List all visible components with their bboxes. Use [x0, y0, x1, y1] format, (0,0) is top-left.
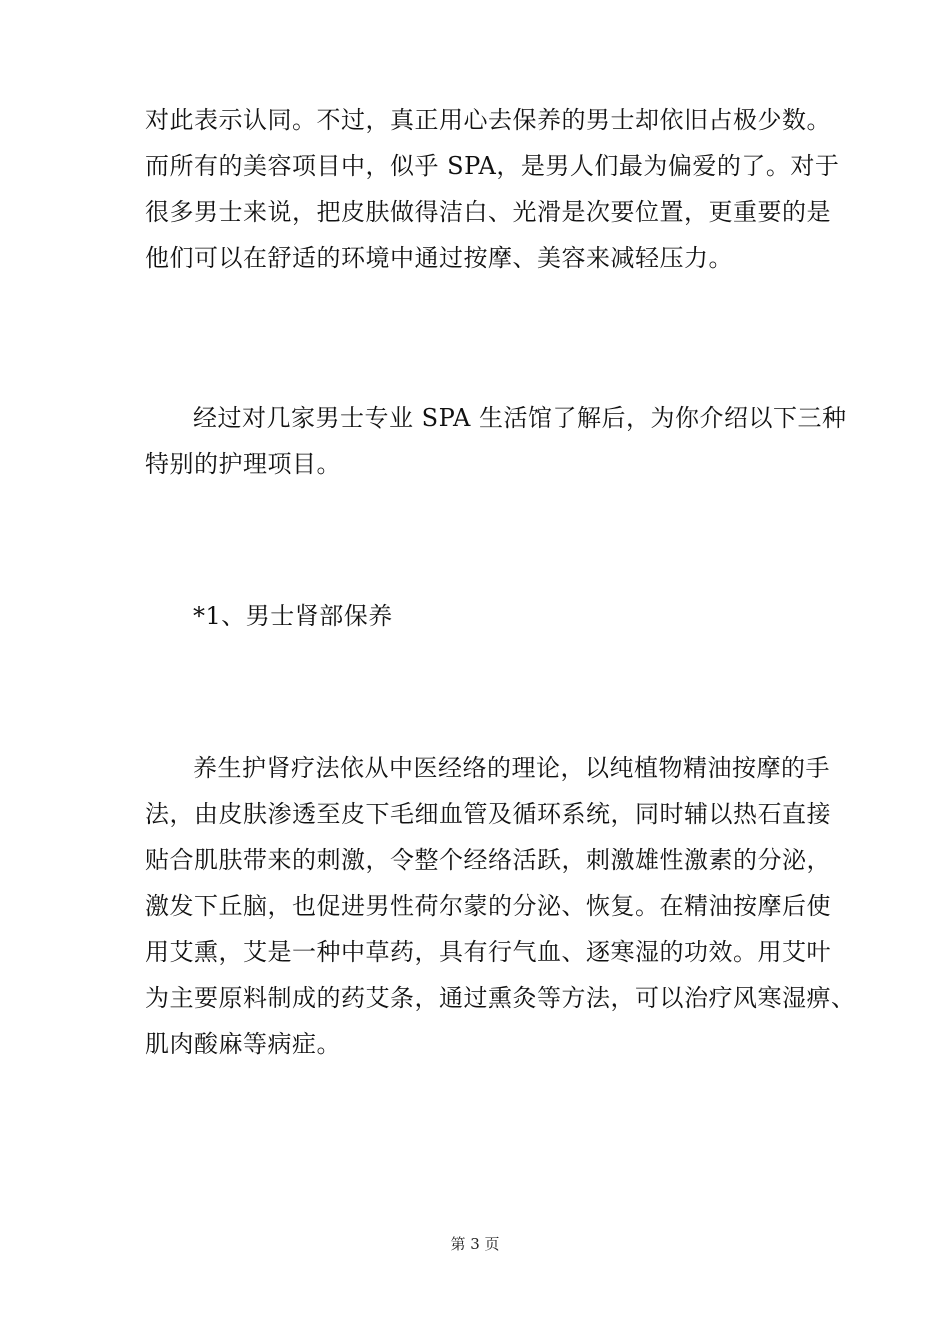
paragraph-line: 肌肉酸麻等病症。	[145, 1030, 341, 1058]
paragraph-line: 很多男士来说，把皮肤做得洁白、光滑是次要位置，更重要的是	[145, 198, 831, 226]
paragraph-kidney-care	[145, 745, 856, 1067]
paragraph-line: 经过对几家男士专业 SPA 生活馆了解后，为你介绍以下三种	[193, 404, 847, 432]
paragraph-line: 对此表示认同。不过，真正用心去保养的男士却依旧占极少数。	[145, 106, 831, 134]
paragraph-line: 用艾熏，艾是一种中草药，具有行气血、逐寒湿的功效。用艾叶	[145, 938, 831, 966]
paragraph-spa-preference	[145, 97, 840, 281]
paragraph-line: 激发下丘脑，也促进男性荷尔蒙的分泌、恢复。在精油按摩后使	[145, 892, 831, 920]
section-heading-text: *1、男士肾部保养	[193, 602, 393, 630]
paragraph-line: 法，由皮肤渗透至皮下毛细血管及循环系统，同时辅以热石直接	[145, 800, 831, 828]
paragraph-intro-three-items	[145, 395, 847, 487]
paragraph-line: 养生护肾疗法依从中医经络的理论，以纯植物精油按摩的手	[193, 754, 830, 782]
paragraph-line: 为主要原料制成的药艾条，通过熏灸等方法，可以治疗风寒湿痹、	[145, 984, 856, 1012]
paragraph-line: 而所有的美容项目中，似乎 SPA，是男人们最为偏爱的了。对于	[145, 152, 840, 180]
section-heading	[145, 593, 815, 639]
paragraph-line: 贴合肌肤带来的刺激，令整个经络活跃，刺激雄性激素的分泌，	[145, 846, 831, 874]
page-number: 第 3 页	[450, 1235, 500, 1253]
paragraph-line: 他们可以在舒适的环境中通过按摩、美容来减轻压力。	[145, 244, 733, 272]
paragraph-line: 特别的护理项目。	[145, 450, 341, 478]
